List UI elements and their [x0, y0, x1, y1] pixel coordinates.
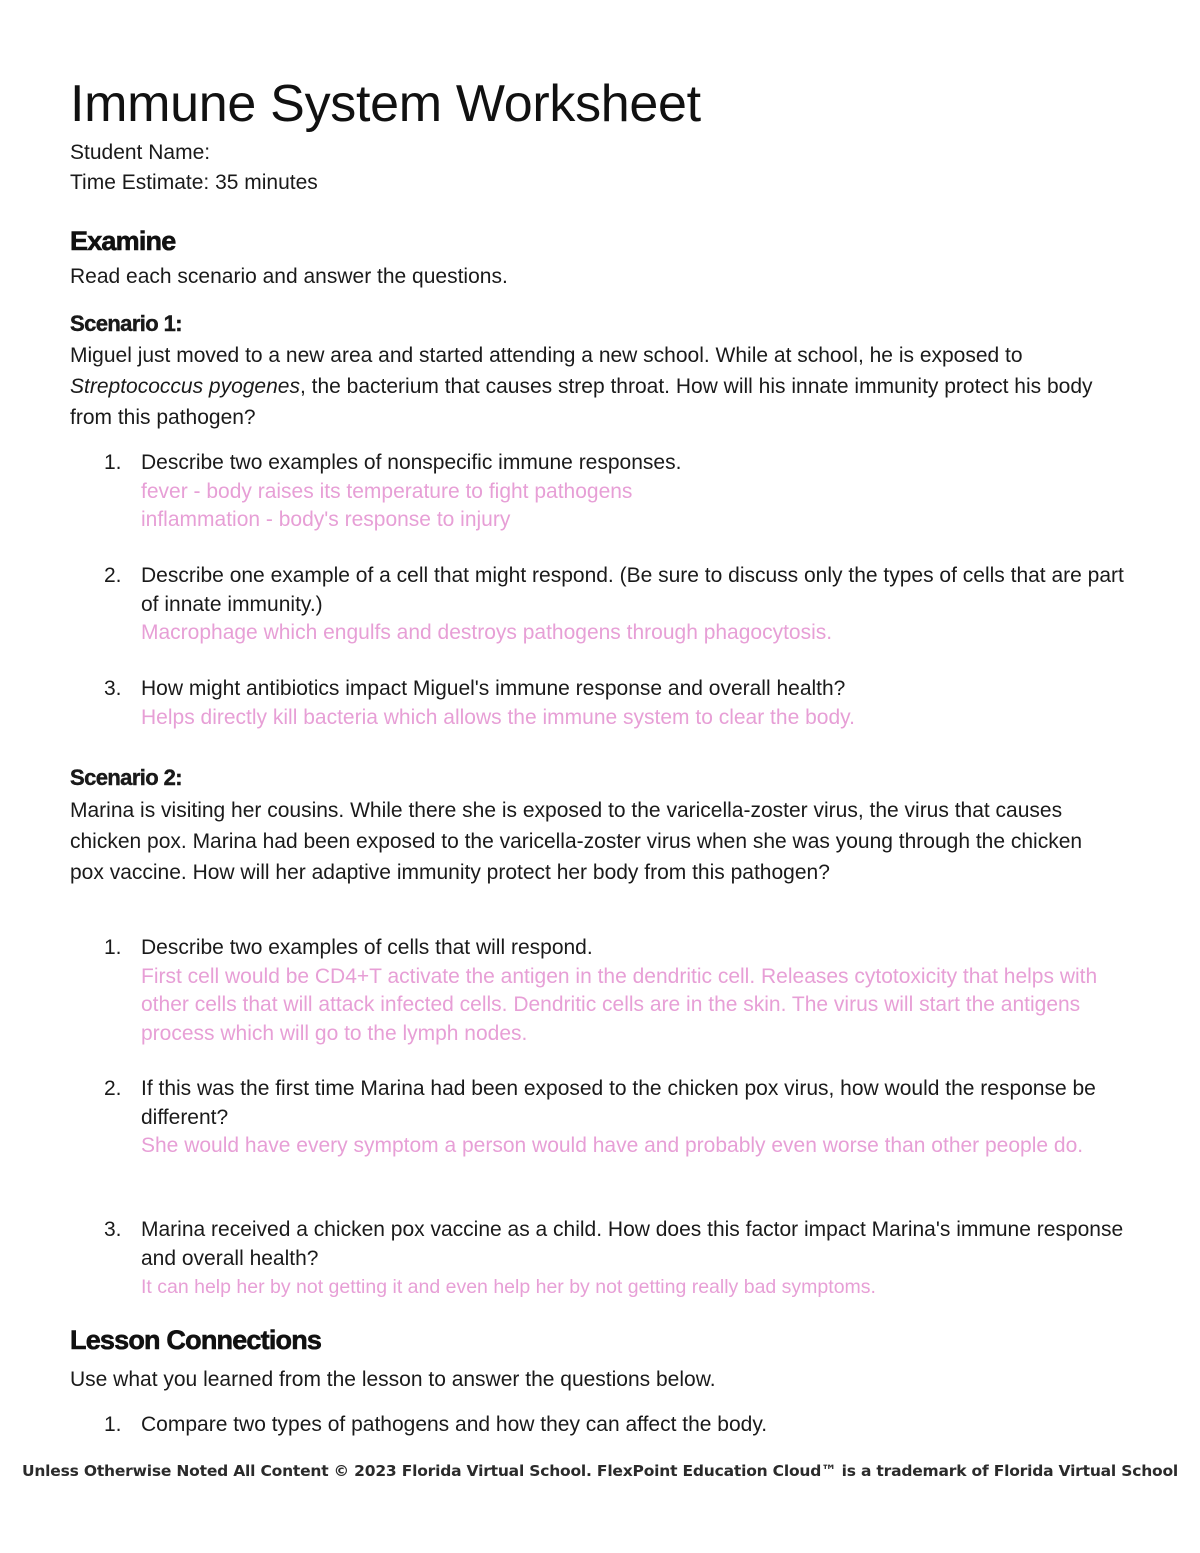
- scenario-1-text: Miguel just moved to a new area and started attending a new school. While at school, he is exposed to Streptococcus pyogenes, the bacterium that causes strep throat. How will his innate immunity protect his body from this pathogen?: [70, 344, 1093, 429]
- answer-text: fever - body raises its temperature to fight pathogens: [141, 479, 633, 503]
- scenario-1-question-2: 2. Describe one example of a cell that might respond. (Be sure to discuss only the types of cells that are part of innate immunity.) Macrophage which engulfs and destroys pathogens through phagocytosis.: [70, 562, 1130, 648]
- scenario-2-question-1: 1. Describe two examples of cells that will respond. First cell would be CD4+T activate the antigen in the dendritic cell. Releases cytotoxicity that helps with other cells that will attack infected cells. Dendritic cells are in the skin. The virus will start the antigens process which will go to the lymph nodes.: [70, 934, 1130, 1048]
- scenario-1-question-3: 3. How might antibiotics impact Miguel's immune response and overall health? Helps directly kill bacteria which allows the immune system to clear the body.: [70, 675, 1130, 732]
- student-name-label: Student Name:: [70, 141, 211, 164]
- scenario-2-question-3: 3. Marina received a chicken pox vaccine as a child. How does this factor impact Marina's immune response and overall health? It can help her by not getting it and even help her by not getting really bad symptoms.: [70, 1216, 1130, 1302]
- question-text: Describe one example of a cell that might respond. (Be sure to discuss only the types of cells that are part of innate immunity.): [141, 564, 1124, 616]
- question-text: If this was the first time Marina had been exposed to the chicken pox virus, how would the response be different?: [141, 1077, 1096, 1129]
- answer-text: First cell would be CD4+T activate the antigen in the dendritic cell. Releases cytotoxicity that helps with other cells that will attack infected cells. Dendritic cells are in the skin. The virus will start the antigens process which will go to the lymph nodes.: [141, 964, 1098, 1045]
- examine-instructions: Read each scenario and answer the questions.: [70, 265, 508, 288]
- lesson-question-1: 1. Compare two types of pathogens and how they can affect the body.: [70, 1411, 1130, 1440]
- scenario-2-question-2: 2. If this was the first time Marina had been exposed to the chicken pox virus, how would the response be different? She would have every symptom a person would have and probably even worse than other people do.: [70, 1075, 1130, 1161]
- page-title: Immune System Worksheet: [70, 75, 701, 133]
- examine-heading: Examine: [70, 226, 176, 256]
- question-text: Marina received a chicken pox vaccine as a child. How does this factor impact Marina's immune response and overall health?: [141, 1218, 1124, 1270]
- scenario-2-text: Marina is visiting her cousins. While there she is exposed to the varicella-zoster virus, the virus that causes chicken pox. Marina had been exposed to the varicella-zoster virus when she was young through the chicken pox vaccine. How will her adaptive immunity protect her body from this pathogen?: [70, 799, 1083, 884]
- scenario-2-heading: Scenario 2:: [70, 765, 183, 790]
- copyright-footer: Unless Otherwise Noted All Content © 2023 Florida Virtual School. FlexPoint Education Cloud™ is a trademark of Florida Virtual School: [21, 1462, 1179, 1480]
- question-text: Compare two types of pathogens and how they can affect the body.: [141, 1413, 768, 1436]
- scenario-1-heading: Scenario 1:: [70, 311, 183, 336]
- lesson-connections-heading: Lesson Connections: [70, 1325, 322, 1355]
- answer-text: It can help her by not getting it and even help her by not getting really bad symptoms.: [141, 1276, 876, 1298]
- time-estimate: Time Estimate: 35 minutes: [70, 171, 318, 194]
- answer-text: Helps directly kill bacteria which allows the immune system to clear the body.: [141, 705, 855, 729]
- scenario-1-question-1: 1. Describe two examples of nonspecific immune responses. fever - body raises its temperature to fight pathogens inflammation - body's response to injury: [70, 449, 1130, 535]
- question-text: Describe two examples of nonspecific immune responses.: [141, 451, 682, 474]
- answer-text: She would have every symptom a person would have and probably even worse than other people do.: [141, 1134, 1084, 1157]
- answer-text: Macrophage which engulfs and destroys pathogens through phagocytosis.: [141, 621, 833, 644]
- question-text: Describe two examples of cells that will respond.: [141, 936, 593, 959]
- lesson-connections-instructions: Use what you learned from the lesson to answer the questions below.: [70, 1368, 716, 1391]
- bacterium-name: Streptococcus pyogenes: [70, 375, 300, 398]
- question-text: How might antibiotics impact Miguel's immune response and overall health?: [141, 677, 846, 700]
- answer-text: inflammation - body's response to injury: [141, 508, 511, 531]
